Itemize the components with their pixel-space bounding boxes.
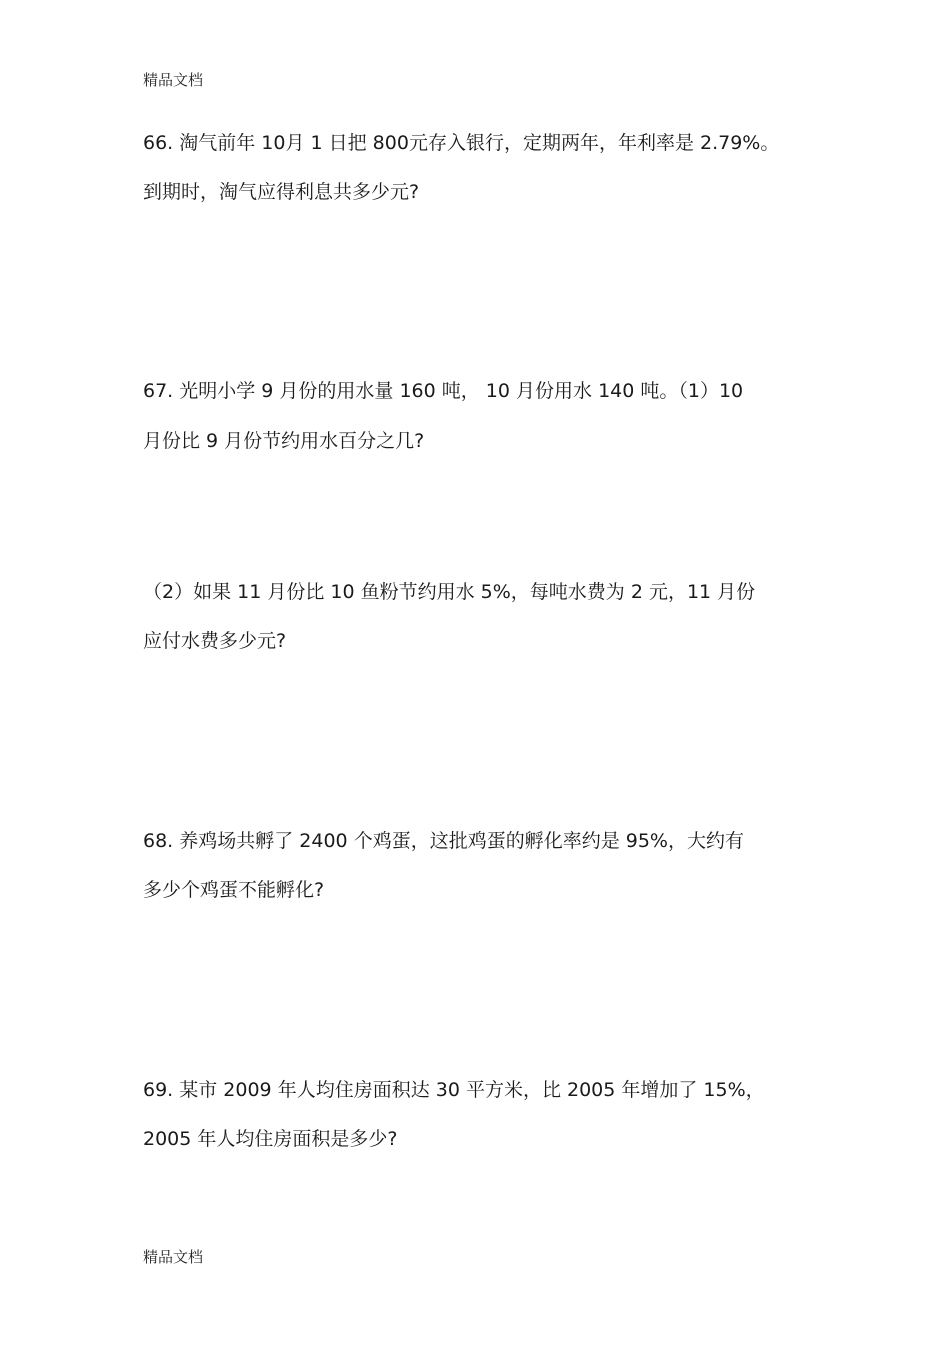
problem-text-line: 月份比 9 月份节约用水百分之几? (143, 430, 425, 452)
problem-text-line: 到期时，淘气应得利息共多少元? (143, 181, 420, 203)
problem-text-line: 66. 淘气前年 10月 1 日把 800元存入银行，定期两年，年利率是 2.79%。 (143, 132, 780, 154)
page-footer-label: 精品文档 (143, 1248, 204, 1266)
problem-text-line: 69. 某市 2009 年人均住房面积达 30 平方米，比 2005 年增加了 15%， (143, 1079, 765, 1101)
problem-subpart-line: （2）如果 11 月份比 10 鱼粉节约用水 5%，每吨水费为 2 元，11 月份 (143, 581, 756, 603)
problem-text-line: 67. 光明小学 9 月份的用水量 160 吨， 10 月份用水 140 吨。（1）10 (143, 380, 744, 402)
page-header-label: 精品文档 (143, 71, 204, 89)
problem-text-line: 68. 养鸡场共孵了 2400 个鸡蛋，这批鸡蛋的孵化率约是 95%，大约有 (143, 830, 744, 852)
problem-text-line: 多少个鸡蛋不能孵化? (143, 879, 325, 901)
problem-text-line: 2005 年人均住房面积是多少? (143, 1128, 398, 1150)
problem-subpart-line: 应付水费多少元? (143, 630, 287, 652)
